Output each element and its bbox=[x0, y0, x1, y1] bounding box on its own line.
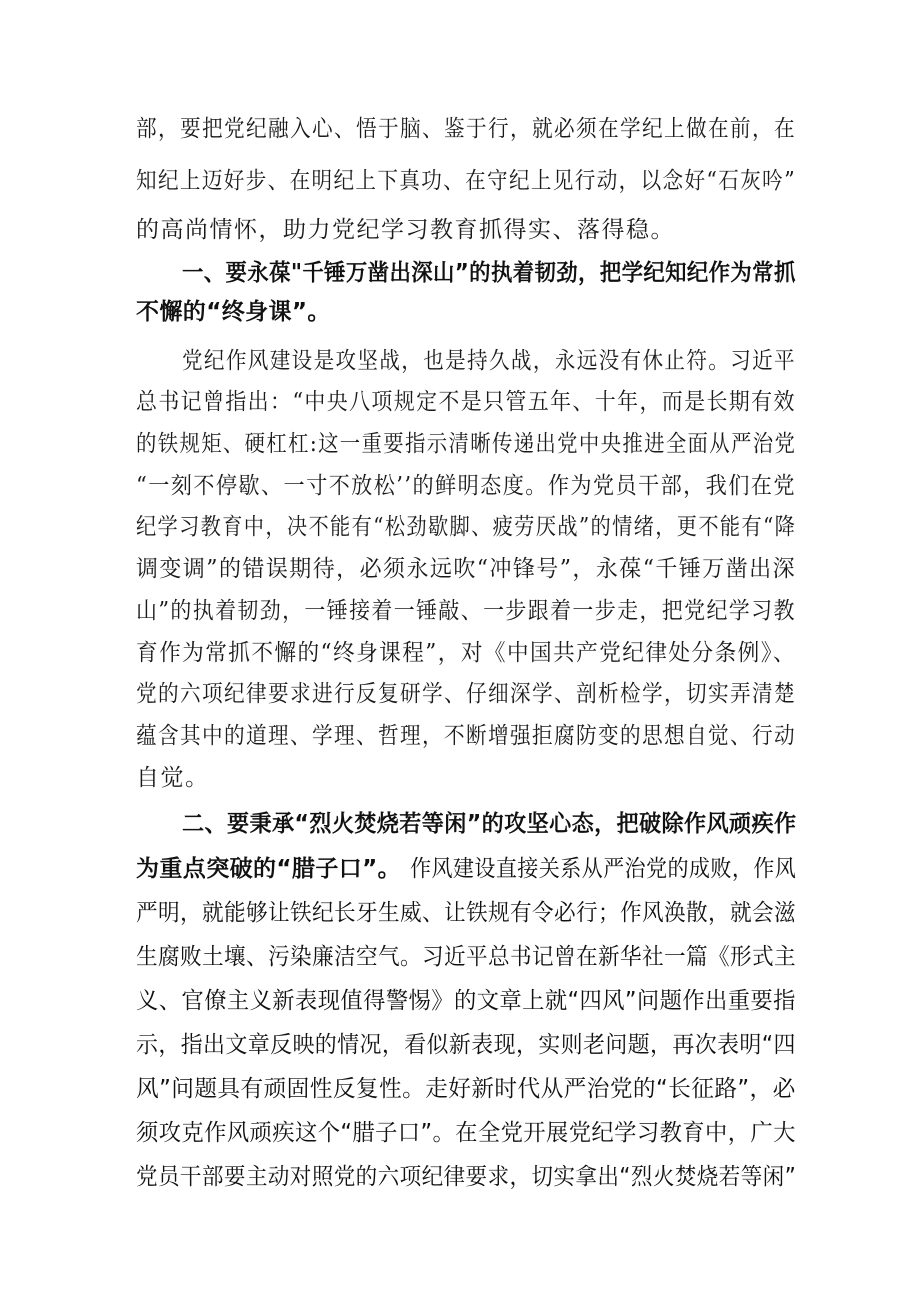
section-2-body-line: 严明，就能够让铁纪长牙生威、让铁规有令必行；作风涣散，就会滋 bbox=[136, 900, 797, 926]
section-2-body-line: 风”问题具有顽固性反复性。走好新时代从严治党的“长征路”，必 bbox=[136, 1076, 796, 1102]
section-1-body-line: 党的六项纪律要求进行反复研学、仔细深学、剖析检学，切实弄清楚 bbox=[136, 681, 797, 707]
section-1-body-line: 的铁规矩、硬杠杠:这一重要指示清晰传递出党中央推进全面从严治党 bbox=[136, 431, 797, 457]
section-2-body-line: 生腐败土壤、污染廉洁空气。习近平总书记曾在新华社一篇《形式主 bbox=[136, 944, 797, 970]
section-1-heading: 一、要永葆"千锤万凿出深山”的执着韧劲，把学纪知纪作为常抓 bbox=[182, 260, 796, 286]
section-2-body-line: 党员干部要主动对照党的六项纪律要求，切实拿出“烈火焚烧若等闲” bbox=[136, 1164, 797, 1190]
section-2-body-line: 须攻克作风顽疾这个“腊子口”。在全党开展党纪学习教育中，广大 bbox=[136, 1120, 796, 1146]
section-1-body-line: “一刻不停歇、一寸不放松’’的鲜明态度。作为党员干部，我们在党 bbox=[136, 473, 796, 499]
intro-line: 知纪上迈好步、在明纪上下真功、在守纪上见行动，以念好“石灰吟” bbox=[136, 168, 797, 194]
section-1-body-line: 山”的执着韧劲，一锤接着一锤敲、一步跟着一步走，把党纪学习教 bbox=[136, 598, 796, 624]
section-1-body-line: 纪学习教育中，决不能有“松劲歇脚、疲劳厌战”的情绪，更不能有“降 bbox=[136, 514, 797, 540]
section-2-heading: 二、要秉承“烈火焚烧若等闲”的攻坚心态，把破除作风顽疾作 bbox=[182, 811, 797, 837]
section-2-body-line: 义、官僚主义新表现值得警惕》的文章上就“四风”问题作出重要指 bbox=[136, 988, 796, 1014]
section-1-body-line: 调变调”的错误期待，必须永远吹“冲锋号”，永葆“千锤万凿出深 bbox=[136, 556, 797, 582]
intro-line: 部，要把党纪融入心、悟于脑、鉴于行，就必须在学纪上做在前，在 bbox=[136, 116, 797, 142]
intro-line: 的高尚情怀，助力党纪学习教育抓得实、落得稳。 bbox=[136, 217, 675, 243]
section-1-body-line: 蕴含其中的道理、学理、哲理，不断增强拒腐防变的思想自觉、行动 bbox=[136, 723, 797, 749]
section-1-body-line: 总书记曾指出：“中央八项规定不是只管五年、十年，而是长期有效 bbox=[136, 389, 796, 415]
section-1-body-line: 育作为常抓不懈的“终身课程”，对《中国共产党纪律处分条例》、 bbox=[136, 640, 797, 666]
section-1-heading: 不懈的“终身课”。 bbox=[136, 299, 331, 325]
section-2-heading: 为重点突破的“腊子口”。 bbox=[136, 856, 402, 882]
section-1-body-line: 自觉。 bbox=[136, 765, 210, 791]
section-2-body-line: 示，指出文章反映的情况，看似新表现，实则老问题，再次表明“四 bbox=[136, 1032, 796, 1058]
section-2-body-line: 作风建设直接关系从严治党的成败，作风 bbox=[410, 856, 797, 882]
section-1-body-line: 党纪作风建设是攻坚战，也是持久战，永远没有休止符。习近平 bbox=[182, 348, 796, 374]
